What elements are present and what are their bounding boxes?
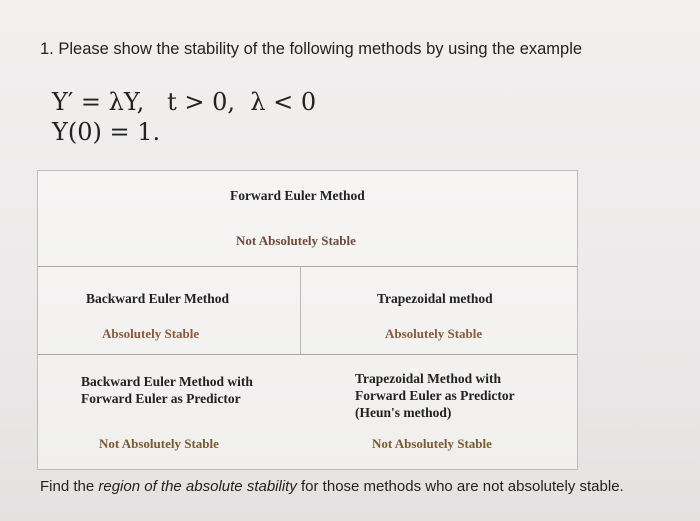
backward-euler-status: Absolutely Stable [102,326,200,341]
footer-instruction [40,478,624,495]
heun-title-3: (Heun's method) [355,405,452,420]
row-divider [38,266,577,267]
backward-euler-predictor-title-2: Forward Euler as Predictor [81,391,241,406]
heun-title-2: Forward Euler as Predictor [355,388,515,403]
forward-euler-title: Forward Euler Method [230,188,365,203]
footer-emphasis: region of the absolute stability [98,478,297,495]
footer-text-1: Find the [40,478,99,495]
question-text: 1. Please show the stability of the following methods by using the example [40,40,583,58]
trapezoidal-title: Trapezoidal method [377,291,493,306]
backward-euler-predictor-title-1: Backward Euler Method with [81,374,253,389]
trapezoidal-status: Absolutely Stable [385,326,483,341]
equation-initial-condition: Y(0) = 1. [52,118,161,146]
column-divider [300,266,301,354]
row-divider [38,354,577,355]
heun-status: Not Absolutely Stable [372,436,492,451]
backward-euler-title: Backward Euler Method [86,291,230,306]
stability-table [37,170,578,470]
backward-euler-predictor-status: Not Absolutely Stable [99,436,219,451]
heun-title-1: Trapezoidal Method with [355,371,501,386]
forward-euler-status: Not Absolutely Stable [236,233,356,248]
equation-ode: Y′ = λY, t > 0, λ < 0 [52,88,317,116]
footer-text-2: for those methods who are not absolutely stable. [296,478,624,495]
